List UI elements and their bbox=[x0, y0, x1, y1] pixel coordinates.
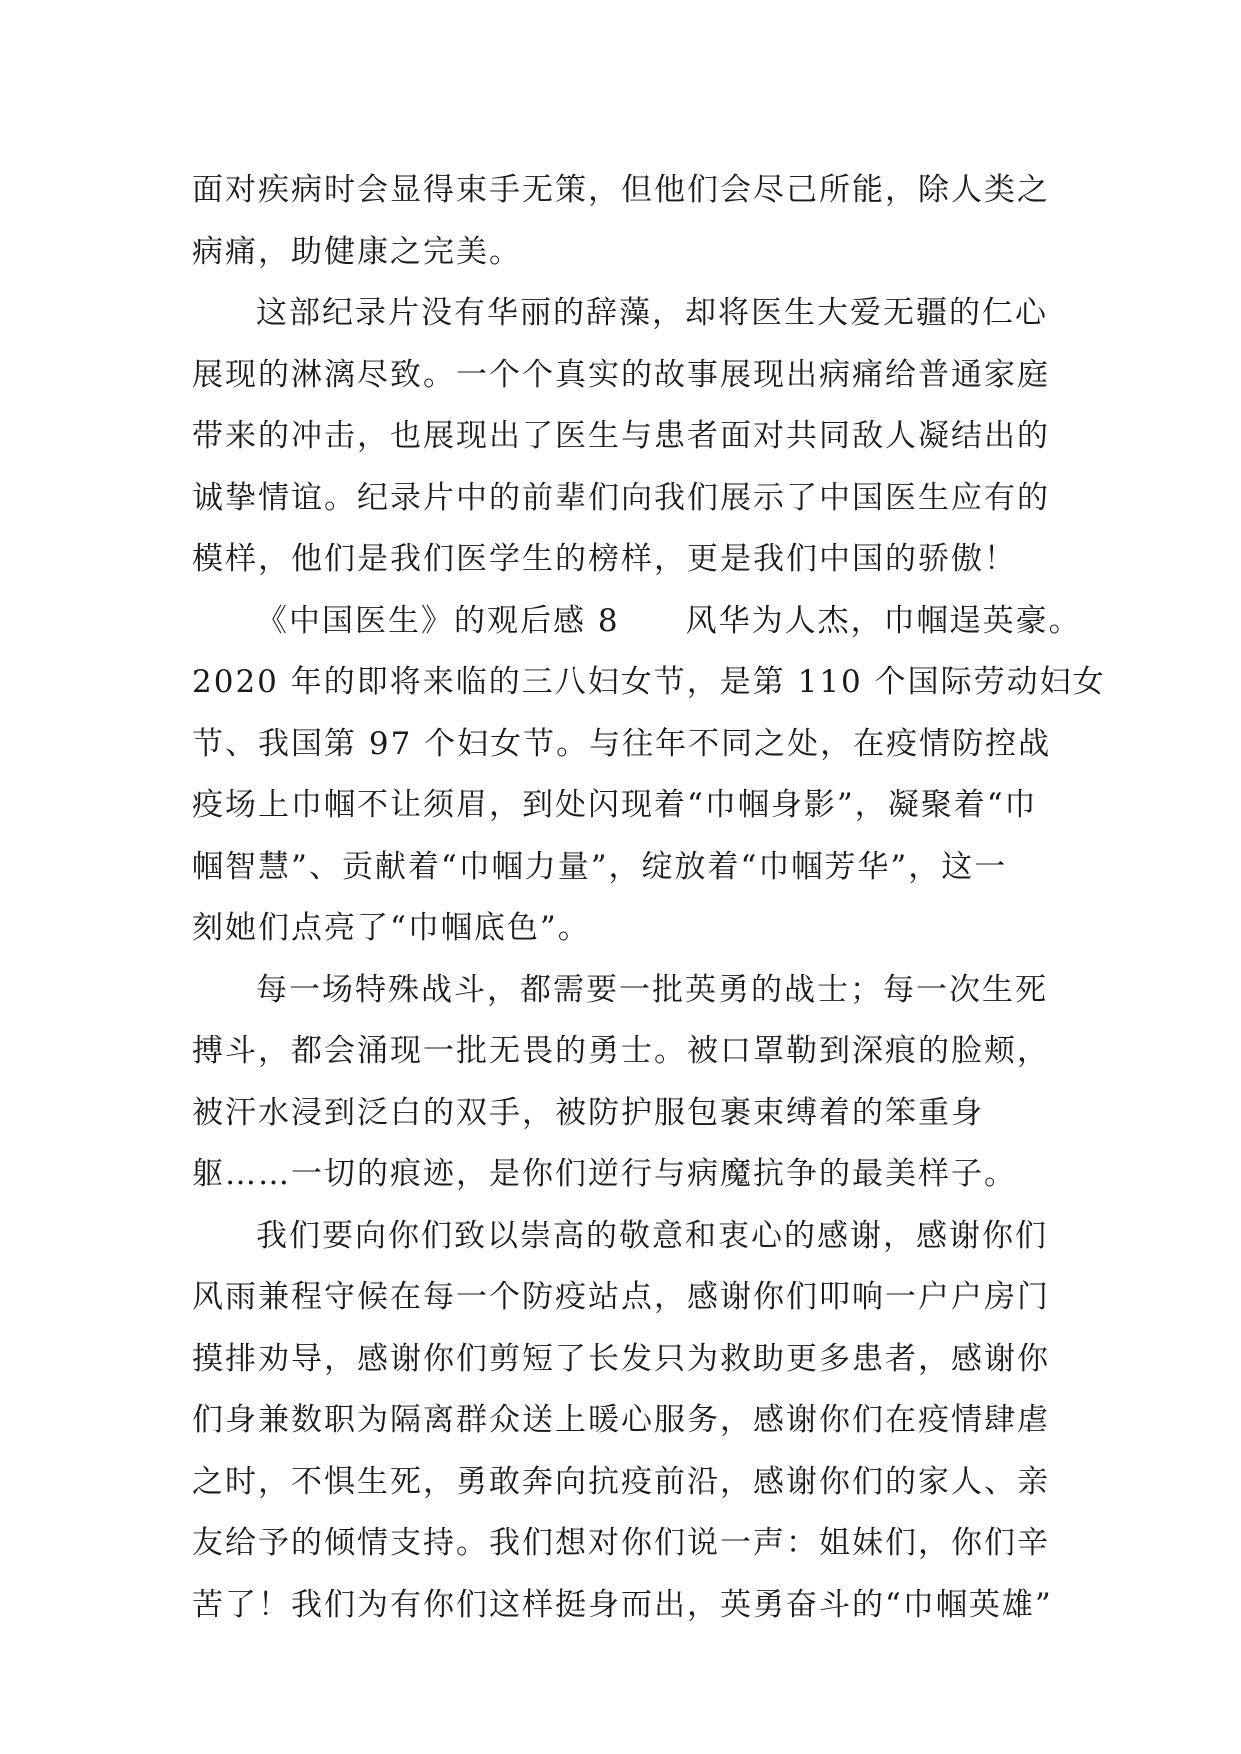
text-line: 疫场上巾帼不让须眉，到处闪现着“巾帼身影”，凝聚着“巾 bbox=[192, 787, 1038, 823]
body-text bbox=[192, 160, 1106, 1636]
text-line: 苦了！我们为有你们这样挺身而出，英勇奋斗的“巾帼英雄” bbox=[192, 1586, 1053, 1623]
text-line: 风雨兼程守候在每一个防疫站点，感谢你们叩响一户户房门 bbox=[192, 1279, 1050, 1315]
text-line: 之时，不惧生死，勇敢奔向抗疫前沿，感谢你们的家人、亲 bbox=[192, 1463, 1050, 1500]
text-line: 摸排劝导，感谢你们剪短了长发只为救助更多患者，感谢你 bbox=[192, 1340, 1050, 1377]
text-line: 被汗水浸到泛白的双手，被防护服包裹束缚着的笨重身 bbox=[192, 1094, 984, 1131]
text-line: 带来的冲击，也展现出了医生与患者面对共同敌人凝结出的 bbox=[192, 418, 1050, 454]
paragraph-start-line: 每一场特殊战斗，都需要一批英勇的战士；每一次生死 bbox=[256, 971, 1048, 1008]
text-line: 搏斗，都会涌现一批无畏的勇士。被口罩勒到深痕的脸颊， bbox=[192, 1033, 1050, 1069]
text-line: 友给予的倾情支持。我们想对你们说一声：姐妹们，你们辛 bbox=[192, 1525, 1050, 1561]
text-line: 节、我国第 97 个妇女节。与往年不同之处，在疫情防控战 bbox=[192, 725, 1052, 762]
text-line: 躯……一切的痕迹，是你们逆行与病魔抗争的最美样子。 bbox=[192, 1156, 1017, 1192]
text-line: 模样，他们是我们医学生的榜样，更是我们中国的骄傲！ bbox=[192, 541, 1017, 577]
text-line: 展现的淋漓尽致。一个个真实的故事展现出病痛给普通家庭 bbox=[192, 356, 1050, 393]
text-line: 们身兼数职为隔离群众送上暖心服务，感谢你们在疫情肆虐 bbox=[192, 1402, 1050, 1438]
text-line: 面对疾病时会显得束手无策，但他们会尽己所能，除人类之 bbox=[192, 172, 1050, 208]
text-line: 帼智慧”、贡献着“巾帼力量”，绽放着“巾帼芳华”，这一 bbox=[192, 848, 1008, 885]
text-line: 2020 年的即将来临的三八妇女节，是第 110 个国际劳动妇女 bbox=[192, 664, 1106, 700]
text-line: 刻她们点亮了“巾帼底色”。 bbox=[192, 910, 591, 946]
text-line: 病痛，助健康之完美。 bbox=[192, 233, 522, 270]
paragraph-start-line: 这部纪录片没有华丽的辞藻，却将医生大爱无疆的仁心 bbox=[256, 295, 1048, 331]
section-heading-line: 《中国医生》的观后感 8 风华为人杰，巾帼逞英豪。 bbox=[256, 602, 1082, 639]
text-line: 诚挚情谊。纪录片中的前辈们向我们展示了中国医生应有的 bbox=[192, 479, 1050, 516]
paragraph-start-line: 我们要向你们致以崇高的敬意和衷心的感谢，感谢你们 bbox=[256, 1217, 1048, 1254]
